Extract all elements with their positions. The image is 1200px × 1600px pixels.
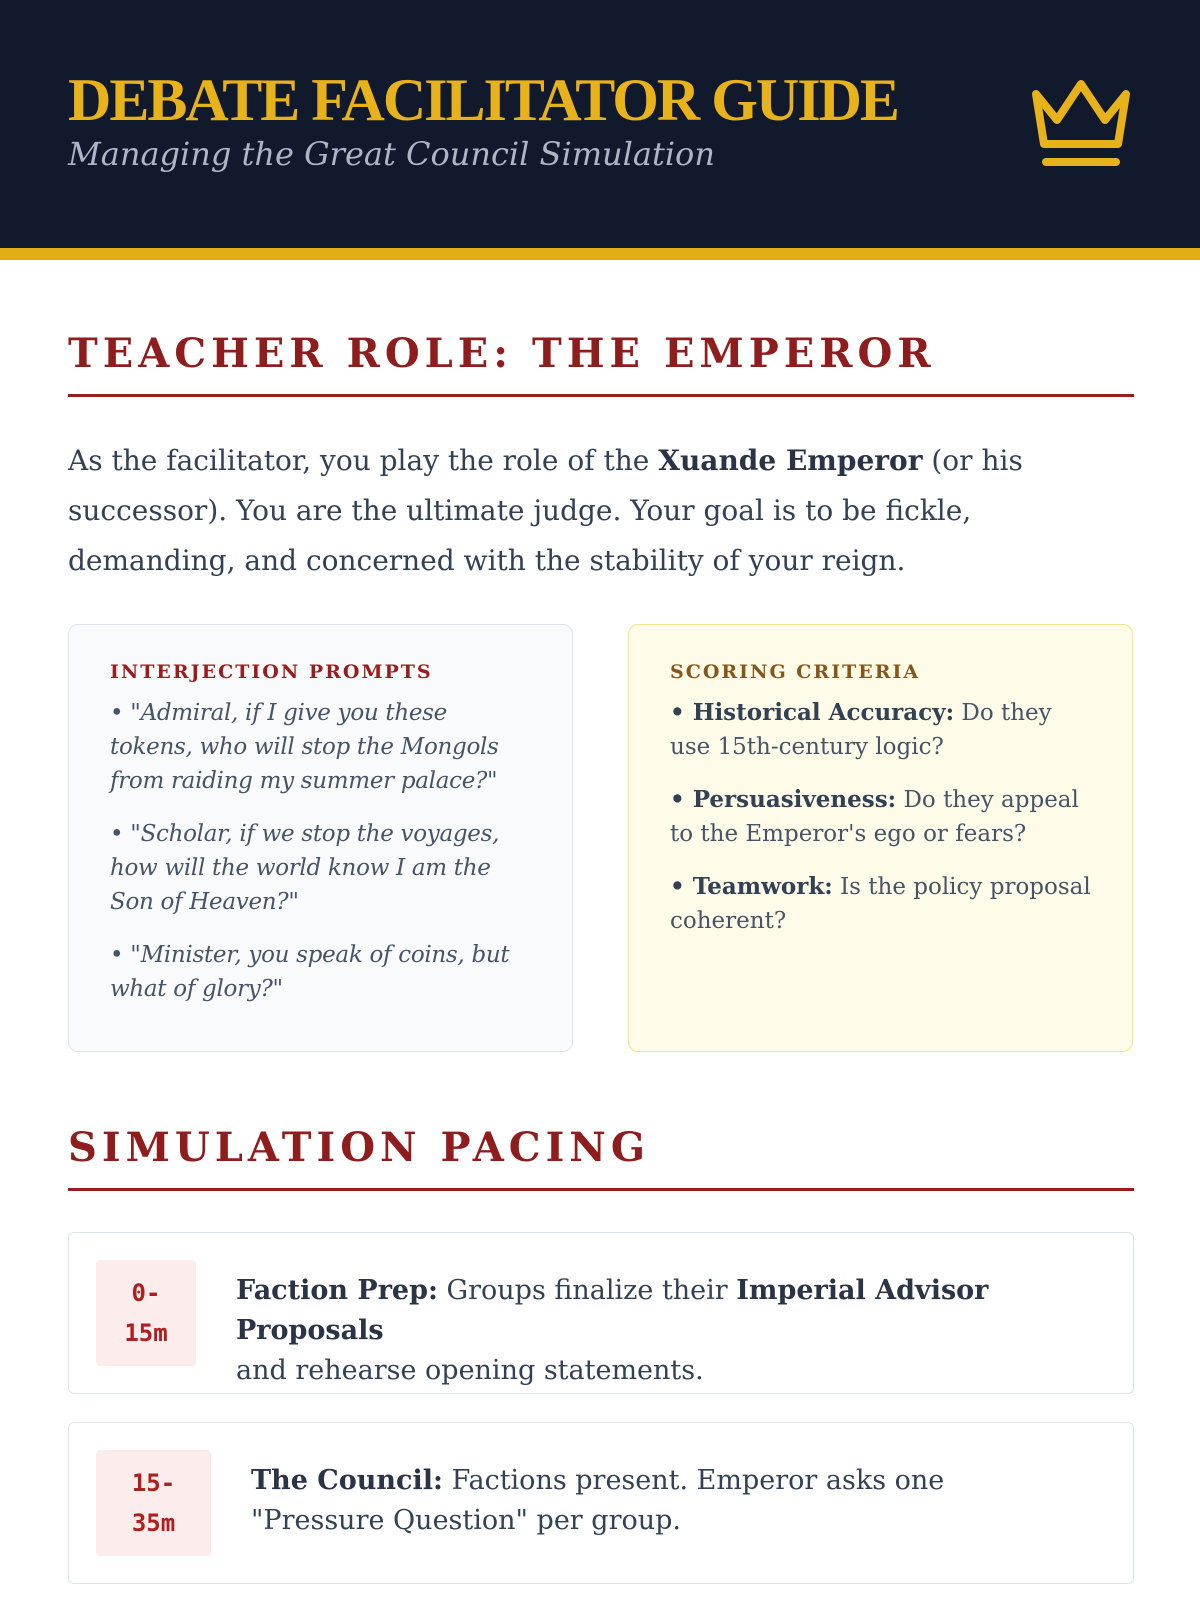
time-badge: 15- 35m xyxy=(96,1450,211,1556)
time-badge: 0- 15m xyxy=(96,1260,196,1366)
intro-paragraph: As the facilitator, you play the role of the Xuande Emperor (or his successor). You are the ultimate judge. Your goal is to be fickle, demanding, and concerned with the stability of your reign. xyxy=(68,444,1023,577)
scoring-criteria-card xyxy=(628,624,1133,1052)
list-item: • "Scholar, if we stop the voyages, how will the world know I am the Son of Heaven?" xyxy=(110,821,500,915)
section-heading-pacing: SIMULATION PACING xyxy=(68,1128,1134,1191)
timeline-description: The Council: Factions present. Emperor asks one "Pressure Question" per group. xyxy=(251,1465,945,1536)
page-header xyxy=(0,0,1200,260)
list-item: • "Minister, you speak of coins, but what of glory?" xyxy=(110,942,510,1002)
interjection-prompts-list xyxy=(110,696,534,1006)
section-heading-teacher-role: TEACHER ROLE: THE EMPEROR xyxy=(68,334,1134,397)
interjection-prompts-title: INTERJECTION PROMPTS xyxy=(110,661,433,683)
timeline-item-faction-prep xyxy=(68,1232,1134,1394)
timeline-description: Faction Prep: Groups finalize their Imperial Advisor Proposals and rehearse opening statements. xyxy=(236,1275,989,1386)
interjection-prompts-card xyxy=(68,624,573,1052)
list-item: • Persuasiveness: Do they appeal to the Emperor's ego or fears? xyxy=(670,786,1079,847)
list-item: • Teamwork: Is the policy proposal coherent? xyxy=(670,873,1091,934)
scoring-criteria-list xyxy=(670,696,1094,938)
scoring-criteria-title: SCORING CRITERIA xyxy=(670,661,921,683)
emperor-name: Xuande Emperor xyxy=(658,444,923,477)
crown-icon xyxy=(1028,74,1134,174)
page-title: DEBATE FACILITATOR GUIDE xyxy=(68,67,898,133)
list-item: • "Admiral, if I give you these tokens, who will stop the Mongols from raiding my summer palace?" xyxy=(110,700,499,794)
criterion-label: Historical Accuracy: xyxy=(692,699,955,726)
timeline-item-council xyxy=(68,1422,1134,1584)
page-subtitle: Managing the Great Council Simulation xyxy=(68,135,715,173)
criterion-label: Persuasiveness: xyxy=(692,786,897,813)
list-item: • Historical Accuracy: Do they use 15th-century logic? xyxy=(670,699,1052,760)
criterion-label: Teamwork: xyxy=(692,873,833,900)
